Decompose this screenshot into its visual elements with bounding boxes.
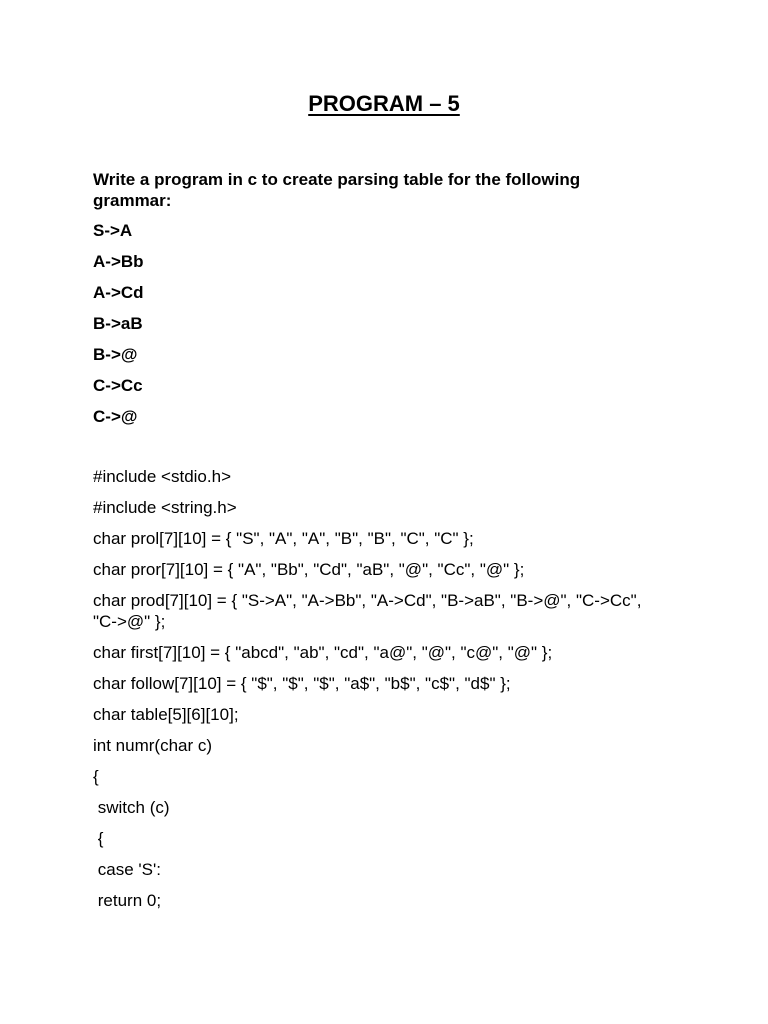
grammar-rule: A->Bb: [93, 252, 144, 271]
page-title: [0, 90, 768, 118]
code-line: char follow[7][10] = { "$", "$", "$", "a$", "b$", "c$", "d$" };: [93, 674, 511, 693]
grammar-rule: S->A: [93, 221, 133, 240]
code-line: char prol[7][10] = { "S", "A", "A", "B", "B", "C", "C" };: [93, 529, 474, 548]
document-body: [93, 169, 653, 921]
grammar-rule: C->Cc: [93, 376, 143, 395]
code-line: char prod[7][10] = { "S->A", "A->Bb", "A->Cd", "B->aB", "B->@", "C->Cc", "C->@" };: [93, 591, 647, 631]
code-line: {: [93, 829, 104, 848]
code-line: case 'S':: [93, 860, 161, 879]
code-line: char pror[7][10] = { "A", "Bb", "Cd", "aB", "@", "Cc", "@" };: [93, 560, 525, 579]
page-title-text: PROGRAM – 5: [308, 91, 460, 116]
code-line: char table[5][6][10];: [93, 705, 239, 724]
code-line: #include <string.h>: [93, 498, 237, 517]
code-line: return 0;: [93, 891, 162, 910]
code-line: int numr(char c): [93, 736, 213, 755]
section-gap: [93, 437, 653, 466]
grammar-rule: B->aB: [93, 314, 143, 333]
grammar-rules: [93, 220, 653, 427]
grammar-rule: C->@: [93, 407, 138, 426]
grammar-rule: B->@: [93, 345, 138, 364]
question-text: Write a program in c to create parsing table for the following grammar:: [93, 170, 581, 210]
grammar-rule: A->Cd: [93, 283, 144, 302]
code-line: {: [93, 767, 99, 786]
code-line: switch (c): [93, 798, 170, 817]
code-line: char first[7][10] = { "abcd", "ab", "cd", "a@", "@", "c@", "@" };: [93, 643, 553, 662]
code-listing: [93, 466, 653, 911]
code-line: #include <stdio.h>: [93, 467, 231, 486]
